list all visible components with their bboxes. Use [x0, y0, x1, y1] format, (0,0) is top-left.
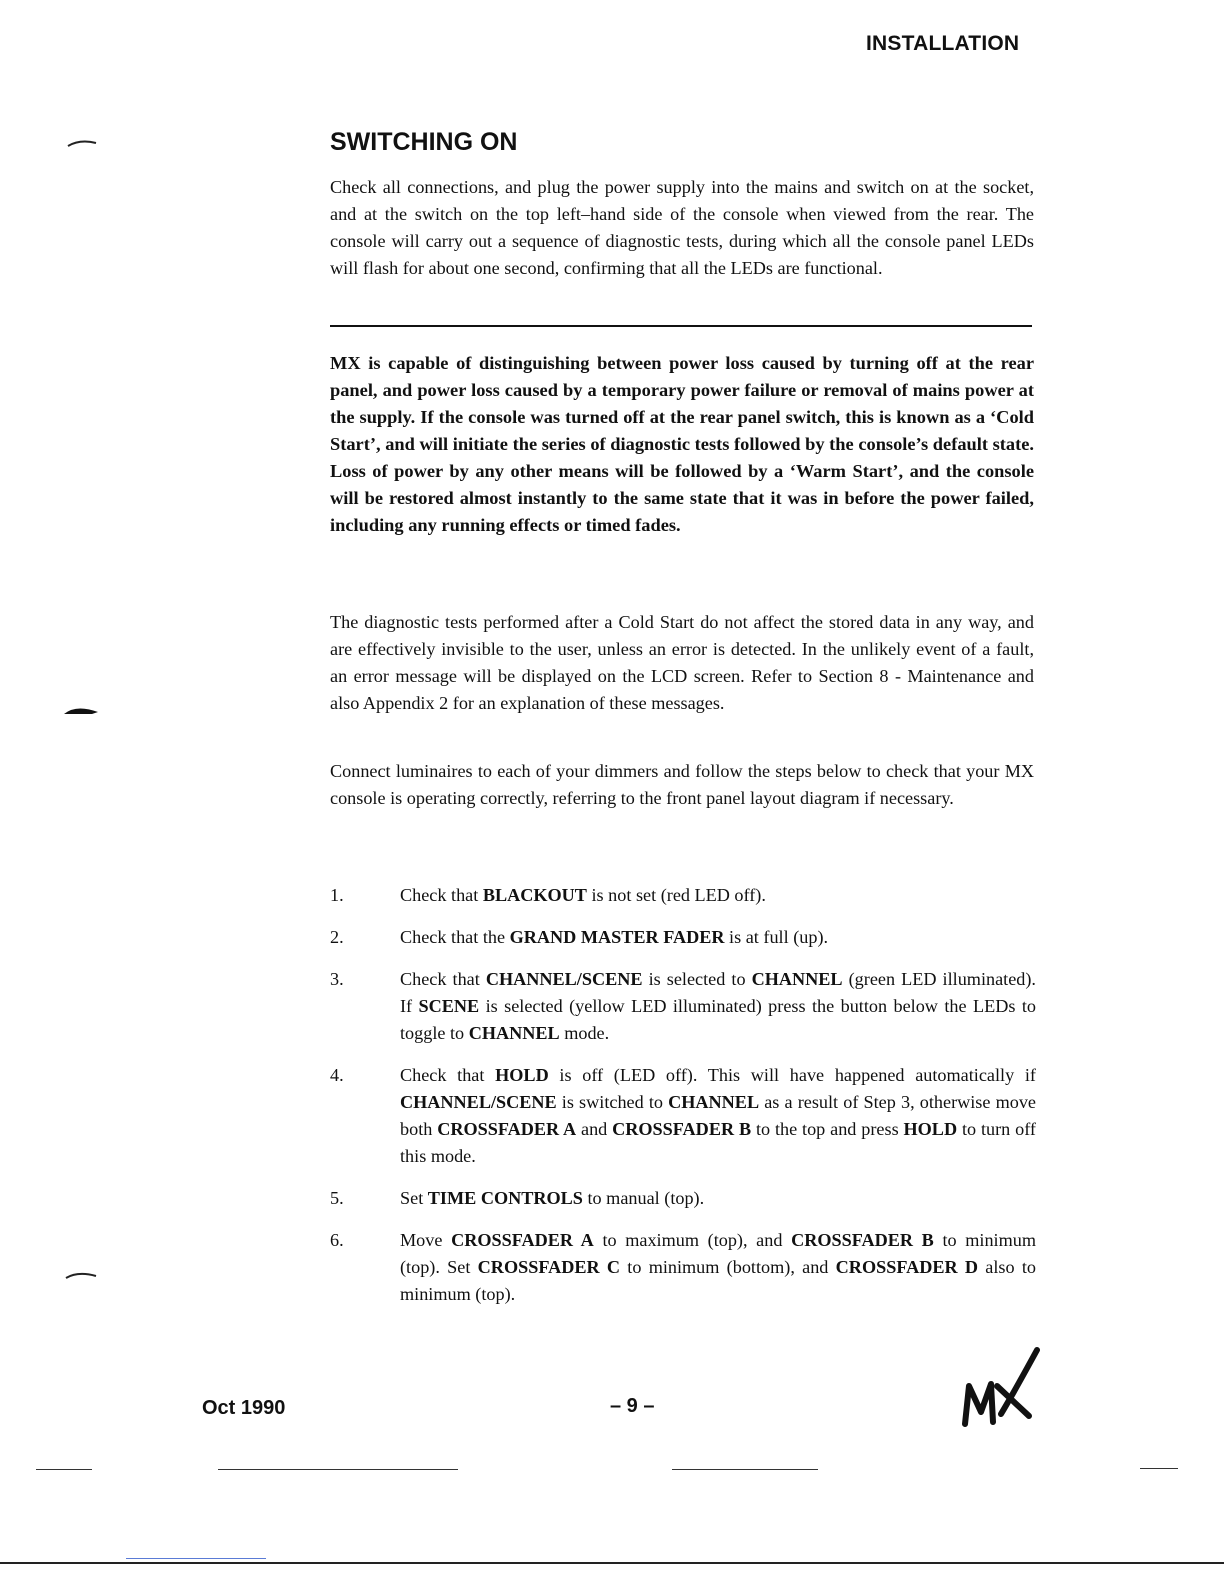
mx-logo-icon [955, 1342, 1045, 1432]
control-name: CHANNEL/SCENE [400, 1092, 557, 1112]
control-name: TIME CONTROLS [427, 1188, 583, 1208]
control-name: CROSSFADER C [477, 1257, 621, 1277]
step-number: 1. [330, 885, 344, 905]
margin-mark [64, 1270, 100, 1280]
scan-line [218, 1469, 458, 1470]
control-name: HOLD [903, 1119, 958, 1139]
step-text-run: to maximum (top), and [593, 1230, 792, 1250]
section-header: INSTALLATION [866, 32, 1020, 55]
step-item [330, 1185, 1036, 1212]
control-name: GRAND MASTER FADER [509, 927, 725, 947]
margin-mark [66, 138, 100, 148]
step-text-run: as a result of Step 3, otherwise move both [400, 1092, 1036, 1139]
step-text [400, 1227, 1036, 1308]
step-text-run: Check that [400, 969, 486, 989]
page-heading: SWITCHING ON [330, 128, 518, 156]
control-name: CROSSFADER B [791, 1230, 934, 1250]
step-number: 2. [330, 927, 344, 947]
control-name: CHANNEL/SCENE [485, 969, 643, 989]
step-number: 5. [330, 1188, 344, 1208]
step-text-run: to minimum (top). Set [400, 1230, 1036, 1277]
scan-line [1140, 1468, 1178, 1469]
step-text-run: to the top and press [751, 1119, 904, 1139]
page-number: – 9 – [610, 1395, 655, 1417]
step-text-run: Check that the [400, 927, 510, 947]
steps-list [330, 882, 1036, 1323]
control-name: HOLD [495, 1065, 549, 1085]
step-text [400, 924, 1036, 951]
control-name: BLACKOUT [482, 885, 587, 905]
connect-paragraph: Connect luminaires to each of your dimmers and follow the steps below to check that your MX console is operating correctly, referring to the front panel layout diagram if necessary. [330, 761, 1034, 808]
control-name: CHANNEL [468, 1023, 560, 1043]
step-number: 4. [330, 1065, 344, 1085]
step-text-run: Check that [400, 1065, 496, 1085]
step-item [330, 924, 1036, 951]
step-text-run: to turn off this mode. [400, 1119, 1036, 1166]
diagnostics-paragraph: The diagnostic tests performed after a Cold Start do not affect the stored data in any way, and are effectively invisible to the user, unless an error is detected. In the unlikely event of a fault, an error message will be displayed on the LCD screen. Refer to Section 8 - Maintenance and also Appendix 2 for an explanation of these messages. [330, 612, 1034, 713]
step-text-run: and [576, 1119, 613, 1139]
step-item [330, 1062, 1036, 1170]
step-text-run: to manual (top). [582, 1188, 705, 1208]
step-text-run: is switched to [556, 1092, 669, 1112]
control-name: CHANNEL [668, 1092, 760, 1112]
step-text-run: Move [400, 1230, 452, 1250]
control-name: CROSSFADER B [612, 1119, 752, 1139]
step-text [400, 966, 1036, 1047]
step-text-run: mode. [559, 1023, 610, 1043]
control-name: SCENE [418, 996, 480, 1016]
control-name: CROSSFADER A [451, 1230, 594, 1250]
step-text-run: is not set (red LED off). [586, 885, 766, 905]
divider [330, 325, 1032, 327]
step-text-run: Check that [400, 885, 483, 905]
scan-line [672, 1469, 818, 1470]
step-text-run: is selected to [642, 969, 752, 989]
scan-line [0, 1562, 1224, 1564]
step-text-run: is off (LED off). This will have happened automatically if [548, 1065, 1036, 1085]
scan-line [126, 1558, 266, 1559]
step-text-run: is selected (yellow LED illuminated) press the button below the LEDs to toggle to [400, 996, 1036, 1043]
step-text-run: is at full (up). [724, 927, 829, 947]
step-text [400, 1185, 1036, 1212]
step-item [330, 966, 1036, 1047]
control-name: CROSSFADER A [437, 1119, 577, 1139]
step-number: 6. [330, 1230, 344, 1250]
step-item [330, 1227, 1036, 1308]
step-text-run: also to minimum (top). [400, 1257, 1036, 1304]
step-text [400, 1062, 1036, 1170]
step-text-run: (green LED illuminated). If [400, 969, 1036, 1016]
intro-paragraph: Check all connections, and plug the power supply into the mains and switch on at the socket, and at the switch on the top left–hand side of the console when viewed from the rear. The console will carry out a sequence of diagnostic tests, during which all the console panel LEDs will flash for about one second, confirming that all the LEDs are functional. [330, 177, 1034, 278]
power-loss-note: MX is capable of distinguishing between power loss caused by turning off at the rear panel, and power loss caused by a temporary power failure or removal of mains power at the supply. If the console was turned off at the rear panel switch, this is known as a ‘Cold Start’, and will initiate the series of diagnostic tests followed by the console’s default state. Loss of power by any other means will be followed by a ‘Warm Start’, and the console will be restored almost instantly to the same state that it was in before the power failed, including any running effects or timed fades. [330, 353, 1034, 535]
margin-mark [62, 702, 102, 716]
footer-date: Oct 1990 [202, 1397, 286, 1419]
step-text-run: Set [400, 1188, 428, 1208]
control-name: CHANNEL [751, 969, 843, 989]
step-number: 3. [330, 969, 344, 989]
step-text-run: to minimum (bottom), and [620, 1257, 836, 1277]
step-item [330, 882, 1036, 909]
step-text [400, 882, 1036, 909]
scan-line [36, 1469, 92, 1470]
control-name: CROSSFADER D [835, 1257, 979, 1277]
